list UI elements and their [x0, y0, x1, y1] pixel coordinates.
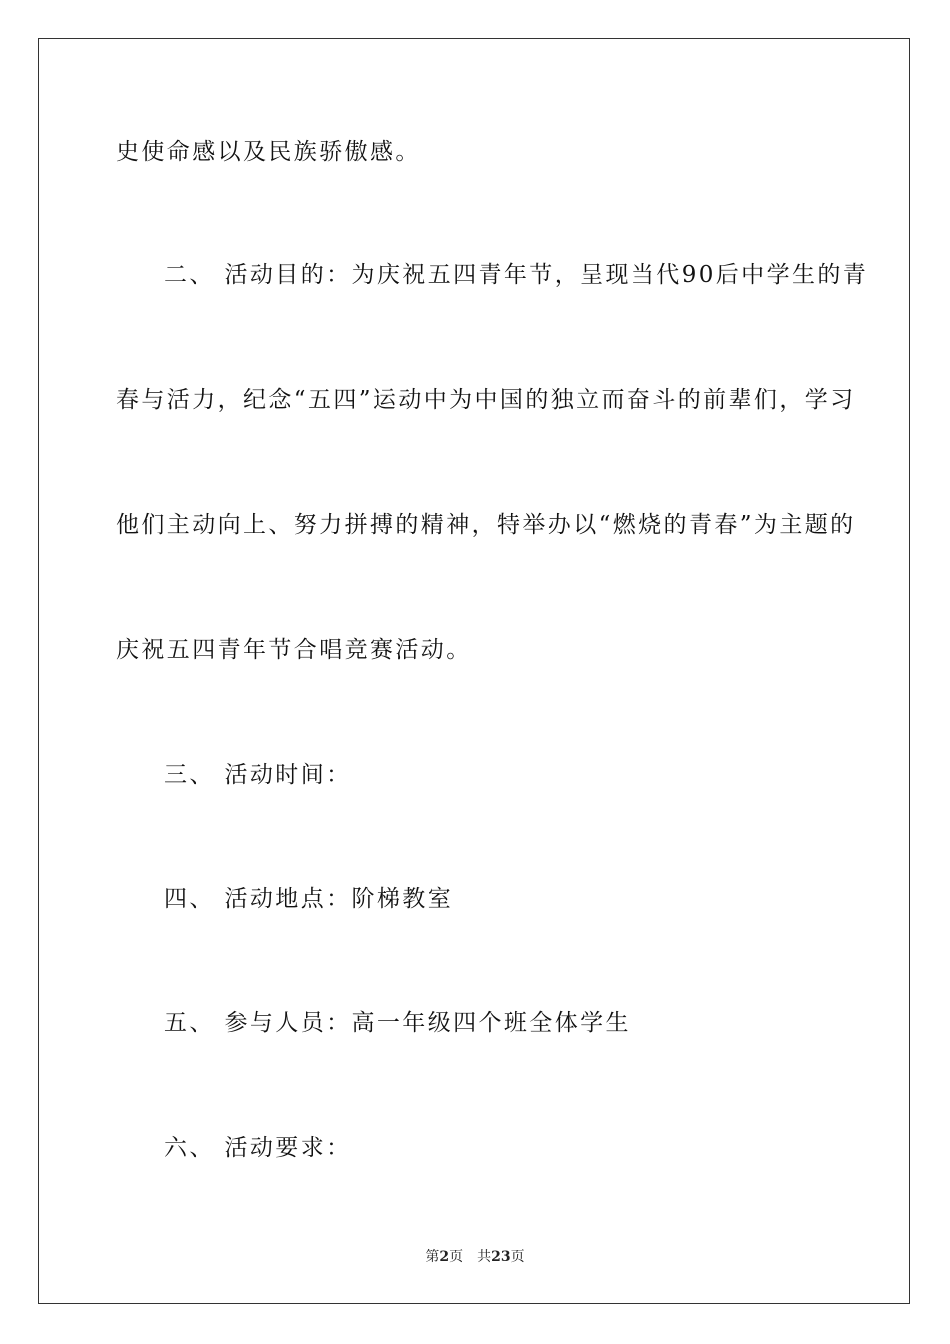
footer-total-pages: 23 [491, 1249, 511, 1265]
page-border [38, 38, 910, 1304]
section-2-line-4: 庆祝五四青年节合唱竞赛活动。 [116, 637, 472, 663]
section-6-heading: 六、 活动要求： [164, 1135, 352, 1161]
section-3-heading: 三、 活动时间： [164, 762, 352, 788]
section-5-heading: 五、 参与人员：高一年级四个班全体学生 [164, 1010, 631, 1036]
section-2-line-2: 春与活力，纪念“五四”运动中为中国的独立而奋斗的前辈们，学习 [116, 387, 856, 413]
footer-page-number: 2 [439, 1249, 450, 1265]
section-2-line-3: 他们主动向上、努力拼搏的精神，特举办以“燃烧的青春”为主题的 [116, 512, 856, 538]
footer-total-prefix: 共 [477, 1249, 492, 1265]
page-footer [0, 1248, 950, 1266]
footer-page-prefix: 第 [425, 1249, 440, 1265]
paragraph-line-1: 史使命感以及民族骄傲感。 [116, 139, 421, 165]
footer-total-suffix: 页 [510, 1249, 525, 1265]
section-4-heading: 四、 活动地点：阶梯教室 [164, 886, 454, 912]
footer-page-suffix: 页 [449, 1249, 464, 1265]
section-2-heading-line: 二、 活动目的：为庆祝五四青年节，呈现当代90后中学生的青 [164, 262, 869, 288]
